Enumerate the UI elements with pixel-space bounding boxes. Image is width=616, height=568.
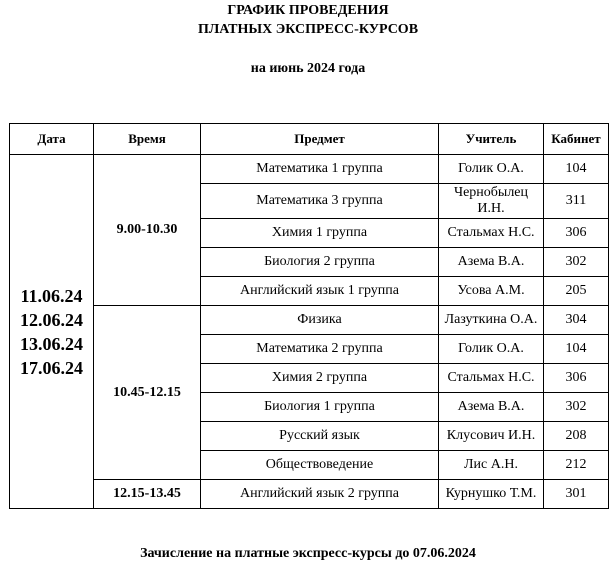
teacher-cell: Азема В.А. — [439, 248, 544, 277]
room-cell: 104 — [544, 155, 609, 184]
date-3: 13.06.24 — [20, 333, 83, 354]
title-month: на июнь 2024 года — [250, 61, 366, 76]
subject-cell: Физика — [201, 306, 439, 335]
subject-cell: Математика 2 группа — [201, 335, 439, 364]
teacher-cell: Голик О.А. — [439, 335, 544, 364]
teacher-cell: Стальмах Н.С. — [439, 364, 544, 393]
time-slot-2: 10.45-12.15 — [94, 306, 201, 480]
title-line-2: ПЛАТНЫХ ЭКСПРЕСС-КУРСОВ — [197, 22, 419, 37]
col-date: Дата — [10, 124, 94, 155]
room-cell: 208 — [544, 422, 609, 451]
col-time: Время — [94, 124, 201, 155]
col-room: Кабинет — [544, 124, 609, 155]
room-cell: 212 — [544, 451, 609, 480]
table-row — [10, 480, 609, 509]
subject-cell: Химия 2 группа — [201, 364, 439, 393]
subject-cell: Математика 3 группа — [201, 184, 439, 219]
table-row — [10, 306, 609, 335]
teacher-cell: Азема В.А. — [439, 393, 544, 422]
teacher-cell: Лазуткина О.А. — [439, 306, 544, 335]
room-cell: 306 — [544, 364, 609, 393]
teacher-cell: Лис А.Н. — [439, 451, 544, 480]
subject-cell: Обществоведение — [201, 451, 439, 480]
schedule-table — [9, 123, 609, 509]
room-cell: 306 — [544, 219, 609, 248]
enrollment-note: Зачисление на платные экспресс-курсы до 07.06.2024 — [140, 546, 476, 561]
table-row — [10, 155, 609, 184]
subject-cell: Математика 1 группа — [201, 155, 439, 184]
room-cell: 304 — [544, 306, 609, 335]
room-cell: 301 — [544, 480, 609, 509]
col-subject: Предмет — [201, 124, 439, 155]
room-cell: 205 — [544, 277, 609, 306]
time-slot-3: 12.15-13.45 — [94, 480, 201, 509]
time-slot-1: 9.00-10.30 — [94, 155, 201, 306]
subject-cell: Русский язык — [201, 422, 439, 451]
col-teacher: Учитель — [439, 124, 544, 155]
subject-cell: Биология 1 группа — [201, 393, 439, 422]
dates-cell — [10, 155, 94, 509]
date-2: 12.06.24 — [20, 309, 83, 330]
subject-cell: Английский язык 1 группа — [201, 277, 439, 306]
room-cell: 104 — [544, 335, 609, 364]
room-cell: 311 — [544, 184, 609, 219]
date-1: 11.06.24 — [20, 285, 83, 306]
teacher-cell: Голик О.А. — [439, 155, 544, 184]
date-4: 17.06.24 — [20, 357, 83, 378]
teacher-cell: Стальмах Н.С. — [439, 219, 544, 248]
subject-cell: Английский язык 2 группа — [201, 480, 439, 509]
teacher-cell: Курнушко Т.М. — [439, 480, 544, 509]
teacher-cell: Клусович И.Н. — [439, 422, 544, 451]
subject-cell: Биология 2 группа — [201, 248, 439, 277]
room-cell: 302 — [544, 248, 609, 277]
title-line-1: ГРАФИК ПРОВЕДЕНИЯ — [227, 3, 389, 18]
teacher-cell: Чернобылец И.Н. — [439, 184, 544, 219]
subject-cell: Химия 1 группа — [201, 219, 439, 248]
header-row — [10, 124, 609, 155]
teacher-cell: Усова А.М. — [439, 277, 544, 306]
room-cell: 302 — [544, 393, 609, 422]
